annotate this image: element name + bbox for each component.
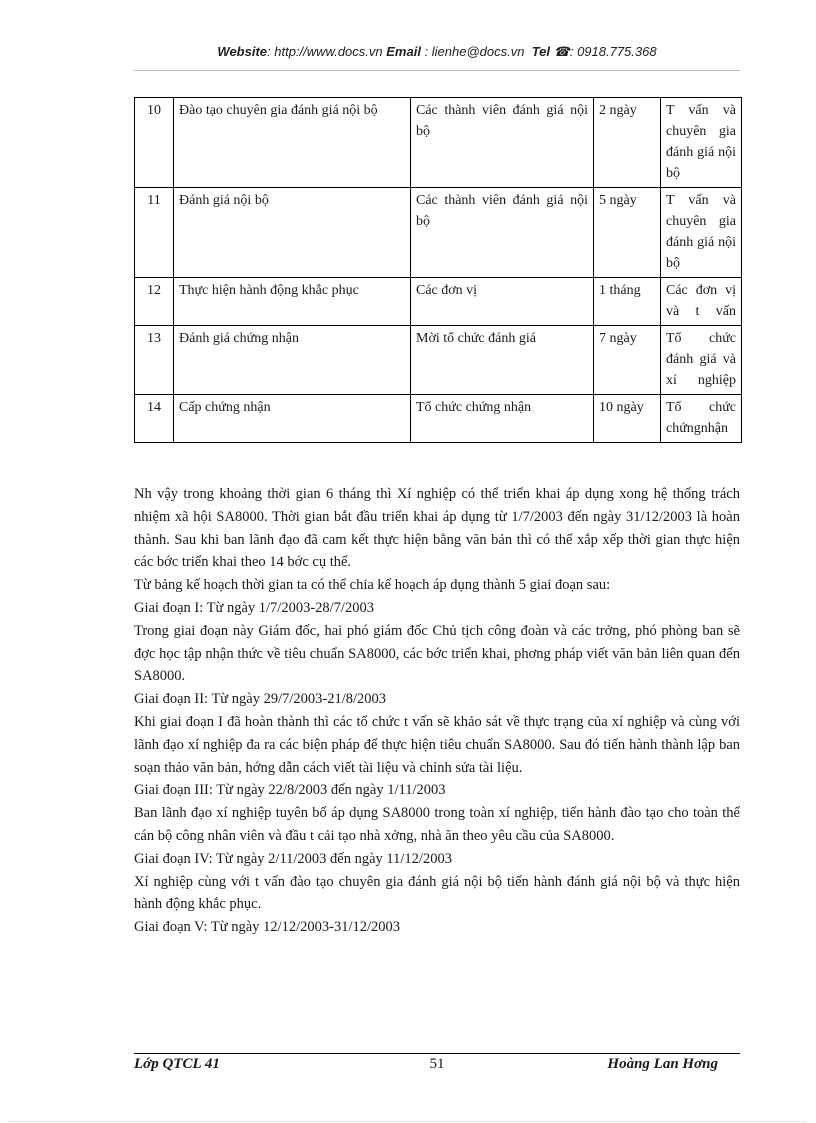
implementation-plan-table: [134, 97, 742, 443]
website-label: Website: [217, 44, 268, 59]
row-number: 10: [135, 98, 174, 188]
paragraph: Ban lãnh đạo xí nghiệp tuyên bố áp dụng SA8000 trong toàn xí nghiệp, tiến hành đào tạo cho toàn thể cán bộ công nhân viên và đầu t cải tạo nhà xởng, nhà ăn theo yêu cầu của SA8000.: [134, 805, 740, 844]
page-number: 51: [429, 1056, 445, 1072]
table-row: [135, 326, 742, 395]
email-label: Email: [386, 44, 421, 59]
duration-cell: 7 ngày: [594, 326, 661, 395]
responsible-cell: Tổ chức đánh giá và xí nghiệp: [661, 326, 742, 395]
author-name: Hoàng Lan Hơng: [607, 1056, 718, 1072]
phase-heading: Giai đoạn IV: Từ ngày 2/11/2003 đến ngày 11/12/2003: [134, 850, 452, 867]
participants-cell: Các thành viên đánh giá nội bộ: [411, 188, 594, 278]
table-row: [135, 98, 742, 188]
duration-cell: 5 ngày: [594, 188, 661, 278]
page-header: [134, 44, 740, 60]
page-edge-divider: [10, 1121, 806, 1122]
phase-heading: Giai đoạn III: Từ ngày 22/8/2003 đến ngày 1/11/2003: [134, 782, 446, 799]
duration-cell: 1 tháng: [594, 278, 661, 326]
table-row: [135, 278, 742, 326]
participants-cell: Các đơn vị: [411, 278, 594, 326]
phase-heading: Giai đoạn II: Từ ngày 29/7/2003-21/8/2003: [134, 691, 387, 708]
task-cell: Thực hiện hành động khắc phục: [174, 278, 411, 326]
participants-cell: Mời tổ chức đánh giá: [411, 326, 594, 395]
duration-cell: 10 ngày: [594, 395, 661, 443]
paragraph: Từ bảng kế hoạch thời gian ta có thể chia kế hoạch áp dụng thành 5 giai đoạn sau:: [134, 577, 611, 594]
row-number: 11: [135, 188, 174, 278]
website-url[interactable]: : http://www.docs.vn: [267, 44, 383, 59]
tel-number: : 0918.775.368: [569, 44, 657, 59]
paragraph: Nh vậy trong khoảng thời gian 6 tháng thì Xí nghiệp có thể triển khai áp dụng xong hệ thống trách nhiệm xã hội SA8000. Thời gian bắt đầu triển khai áp dụng từ 1/7/2003 đến ngày 31/12/2003 là hoàn thành. Sau khi ban lãnh đạo đã cam kết thực hiện bằng văn bản thì có thể xắp xếp thời gian thực hiện các bớc triển khai theo 14 bớc cụ thể.: [134, 486, 740, 571]
table-row: [135, 395, 742, 443]
row-number: 14: [135, 395, 174, 443]
body-text: [134, 483, 740, 939]
participants-cell: Tổ chức chứng nhận: [411, 395, 594, 443]
paragraph: Xí nghiệp cùng với t vấn đào tạo chuyên gia đánh giá nội bộ tiến hành đánh giá nội bộ và thực hiện hành động khắc phục.: [134, 873, 740, 913]
paragraph: Trong giai đoạn này Giám đốc, hai phó giám đốc Chủ tịch công đoàn và các trởng, phó phòng ban sẽ đợc học tập nhận thức về tiêu chuẩn SA8000, các bớc triển khai, phơng pháp viết văn bản liên quan đến SA8000.: [134, 622, 740, 685]
responsible-cell: Tổ chức chứngnhận: [661, 395, 742, 443]
page-footer: [134, 1056, 740, 1078]
task-cell: Đánh giá chứng nhận: [174, 326, 411, 395]
header-divider: [134, 70, 740, 71]
paragraph: Khi giai đoạn I đã hoàn thành thì các tổ chức t vấn sẽ khảo sát về thực trạng của xí nghiệp và cùng với lãnh đạo xí nghiệp đa ra các biện pháp để thực hiện tiêu chuẩn SA8000. Sau đó tiến hành thành lập ban soạn thảo văn bản, hớng dẫn cách viết tài liệu và chỉnh sửa tài liệu.: [134, 713, 740, 776]
task-cell: Đào tạo chuyên gia đánh giá nội bộ: [174, 98, 411, 188]
table-row: [135, 188, 742, 278]
row-number: 13: [135, 326, 174, 395]
phone-icon: ☎: [553, 44, 570, 59]
task-cell: Đánh giá nội bộ: [174, 188, 411, 278]
duration-cell: 2 ngày: [594, 98, 661, 188]
task-cell: Cấp chứng nhận: [174, 395, 411, 443]
email-address[interactable]: : lienhe@docs.vn: [420, 44, 525, 59]
participants-cell: Các thành viên đánh giá nội bộ: [411, 98, 594, 188]
row-number: 12: [135, 278, 174, 326]
phase-heading: Giai đoạn V: Từ ngày 12/12/2003-31/12/2003: [134, 919, 401, 936]
class-name: Lớp QTCL 41: [134, 1056, 220, 1072]
responsible-cell: T vấn và chuyên gia đánh giá nội bộ: [661, 188, 742, 278]
responsible-cell: Các đơn vị và t vấn: [661, 278, 742, 326]
phase-heading: Giai đoạn I: Từ ngày 1/7/2003-28/7/2003: [134, 599, 374, 616]
tel-label: Tel: [531, 44, 551, 59]
responsible-cell: T vấn và chuyên gia đánh giá nội bộ: [661, 98, 742, 188]
footer-divider: [134, 1053, 740, 1054]
